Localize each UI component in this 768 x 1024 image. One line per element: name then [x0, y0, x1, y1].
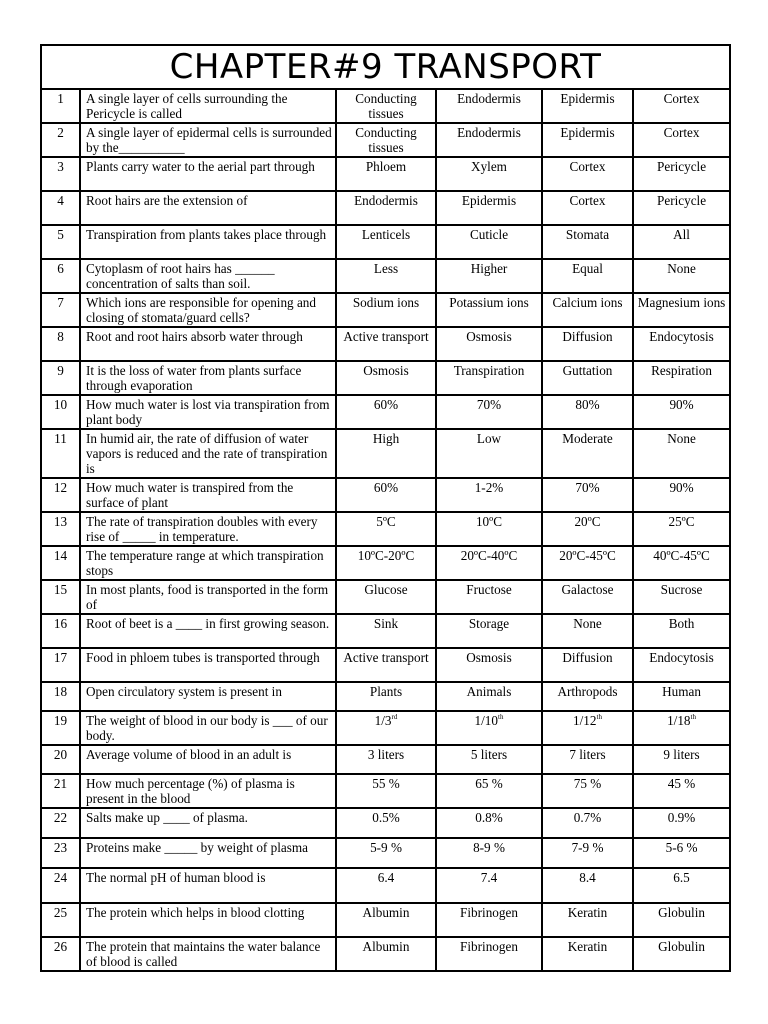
option-c: 0.7% [542, 808, 633, 838]
option-a: Albumin [336, 903, 436, 937]
option-b: 20ºC-40ºC [436, 546, 542, 580]
question-row [41, 868, 730, 903]
option-c: Keratin [542, 937, 633, 971]
option-c: 70% [542, 478, 633, 512]
question-number: 8 [41, 327, 80, 361]
option-b: Fibrinogen [436, 937, 542, 971]
option-d: Globulin [633, 903, 730, 937]
question-number: 16 [41, 614, 80, 648]
option-d: All [633, 225, 730, 259]
question-row [41, 614, 730, 648]
option-suffix: th [690, 713, 696, 721]
option-a: Plants [336, 682, 436, 711]
question-row [41, 546, 730, 580]
option-b: Transpiration [436, 361, 542, 395]
question-number: 21 [41, 774, 80, 808]
option-b: Fibrinogen [436, 903, 542, 937]
option-b: Higher [436, 259, 542, 293]
question-row [41, 327, 730, 361]
option-suffix: th [596, 713, 602, 721]
question-number: 2 [41, 123, 80, 157]
question-row [41, 225, 730, 259]
option-b: Endodermis [436, 123, 542, 157]
question-number: 5 [41, 225, 80, 259]
option-d: None [633, 259, 730, 293]
question-row [41, 259, 730, 293]
question-text: How much water is lost via transpiration from plant body [80, 395, 336, 429]
option-d: Magnesium ions [633, 293, 730, 327]
question-row [41, 478, 730, 512]
question-text: In most plants, food is transported in the form of [80, 580, 336, 614]
question-row [41, 157, 730, 191]
option-d: 40ºC-45ºC [633, 546, 730, 580]
option-c: Diffusion [542, 327, 633, 361]
title-row [41, 45, 730, 89]
option-c [542, 711, 633, 745]
option-a: Active transport [336, 648, 436, 682]
question-text: A single layer of cells surrounding the Pericycle is called [80, 89, 336, 123]
option-b: 65 % [436, 774, 542, 808]
option-b: 10ºC [436, 512, 542, 546]
option-d: Globulin [633, 937, 730, 971]
question-row [41, 123, 730, 157]
mcq-table-body [41, 45, 730, 971]
option-a: 6.4 [336, 868, 436, 903]
option-c: 20ºC-45ºC [542, 546, 633, 580]
question-number: 11 [41, 429, 80, 478]
question-row [41, 395, 730, 429]
question-number: 18 [41, 682, 80, 711]
question-row [41, 745, 730, 774]
option-b: 70% [436, 395, 542, 429]
option-d: 9 liters [633, 745, 730, 774]
question-number: 9 [41, 361, 80, 395]
option-a: 5ºC [336, 512, 436, 546]
question-row [41, 937, 730, 971]
option-d: Sucrose [633, 580, 730, 614]
option-d: Endocytosis [633, 327, 730, 361]
option-a: 0.5% [336, 808, 436, 838]
question-text: Root and root hairs absorb water through [80, 327, 336, 361]
option-c: Keratin [542, 903, 633, 937]
question-text: Root hairs are the extension of [80, 191, 336, 225]
option-a: Conducting tissues [336, 123, 436, 157]
question-text: Open circulatory system is present in [80, 682, 336, 711]
question-number: 19 [41, 711, 80, 745]
option-d: 5-6 % [633, 838, 730, 868]
question-number: 15 [41, 580, 80, 614]
option-d: 0.9% [633, 808, 730, 838]
question-number: 12 [41, 478, 80, 512]
option-b: Low [436, 429, 542, 478]
question-text: It is the loss of water from plants surface through evaporation [80, 361, 336, 395]
question-number: 13 [41, 512, 80, 546]
option-a: Phloem [336, 157, 436, 191]
question-row [41, 429, 730, 478]
question-row [41, 89, 730, 123]
question-number: 22 [41, 808, 80, 838]
option-a: Endodermis [336, 191, 436, 225]
option-a: Sink [336, 614, 436, 648]
option-a: Osmosis [336, 361, 436, 395]
option-b: 7.4 [436, 868, 542, 903]
option-d: Cortex [633, 123, 730, 157]
option-a: 55 % [336, 774, 436, 808]
question-row [41, 580, 730, 614]
question-text: Food in phloem tubes is transported through [80, 648, 336, 682]
option-a: Lenticels [336, 225, 436, 259]
option-a: Conducting tissues [336, 89, 436, 123]
question-number: 7 [41, 293, 80, 327]
question-text: Salts make up ____ of plasma. [80, 808, 336, 838]
option-c: Stomata [542, 225, 633, 259]
question-text: How much water is transpired from the surface of plant [80, 478, 336, 512]
question-text: The protein which helps in blood clotting [80, 903, 336, 937]
question-number: 25 [41, 903, 80, 937]
option-a: Glucose [336, 580, 436, 614]
option-d: Respiration [633, 361, 730, 395]
option-c: 7-9 % [542, 838, 633, 868]
option-d: 90% [633, 395, 730, 429]
question-row [41, 774, 730, 808]
option-b: Endodermis [436, 89, 542, 123]
mcq-table [40, 44, 731, 972]
option-d: 45 % [633, 774, 730, 808]
question-text: Transpiration from plants takes place through [80, 225, 336, 259]
question-text: Average volume of blood in an adult is [80, 745, 336, 774]
option-value: 1/3 [374, 713, 392, 728]
question-row [41, 191, 730, 225]
question-row [41, 808, 730, 838]
option-suffix: rd [391, 713, 398, 721]
option-d: Human [633, 682, 730, 711]
option-b [436, 711, 542, 745]
option-a: 5-9 % [336, 838, 436, 868]
option-c: Galactose [542, 580, 633, 614]
question-number: 17 [41, 648, 80, 682]
question-text: Root of beet is a ____ in first growing season. [80, 614, 336, 648]
option-b: Cuticle [436, 225, 542, 259]
option-b: Osmosis [436, 327, 542, 361]
question-text: Proteins make _____ by weight of plasma [80, 838, 336, 868]
question-text: A single layer of epidermal cells is surrounded by the__________ [80, 123, 336, 157]
option-a: Albumin [336, 937, 436, 971]
question-number: 26 [41, 937, 80, 971]
question-text: Cytoplasm of root hairs has ______ concentration of salts than soil. [80, 259, 336, 293]
option-a: Less [336, 259, 436, 293]
question-number: 20 [41, 745, 80, 774]
question-number: 24 [41, 868, 80, 903]
option-c: Calcium ions [542, 293, 633, 327]
option-b: Animals [436, 682, 542, 711]
question-text: The rate of transpiration doubles with every rise of _____ in temperature. [80, 512, 336, 546]
question-number: 3 [41, 157, 80, 191]
option-b: 8-9 % [436, 838, 542, 868]
option-a [336, 711, 436, 745]
option-d: 6.5 [633, 868, 730, 903]
option-d: 90% [633, 478, 730, 512]
option-d: Pericycle [633, 157, 730, 191]
option-c: Moderate [542, 429, 633, 478]
option-c: Diffusion [542, 648, 633, 682]
question-text: The protein that maintains the water balance of blood is called [80, 937, 336, 971]
option-d: Cortex [633, 89, 730, 123]
option-value: 1/18 [667, 713, 691, 728]
question-number: 23 [41, 838, 80, 868]
question-row [41, 361, 730, 395]
page-title: CHAPTER#9 TRANSPORT [41, 45, 730, 89]
option-a: High [336, 429, 436, 478]
option-c: 20ºC [542, 512, 633, 546]
option-a: 60% [336, 395, 436, 429]
option-a: 3 liters [336, 745, 436, 774]
question-number: 4 [41, 191, 80, 225]
option-d: 25ºC [633, 512, 730, 546]
option-c: Arthropods [542, 682, 633, 711]
question-row [41, 838, 730, 868]
option-d: Endocytosis [633, 648, 730, 682]
option-suffix: th [498, 713, 504, 721]
option-c: Epidermis [542, 123, 633, 157]
option-d: Both [633, 614, 730, 648]
question-row [41, 682, 730, 711]
question-text: The normal pH of human blood is [80, 868, 336, 903]
option-c: None [542, 614, 633, 648]
option-a: 60% [336, 478, 436, 512]
question-text: How much percentage (%) of plasma is present in the blood [80, 774, 336, 808]
option-c: Cortex [542, 191, 633, 225]
option-a: 10ºC-20ºC [336, 546, 436, 580]
option-d: Pericycle [633, 191, 730, 225]
option-a: Sodium ions [336, 293, 436, 327]
option-c: 80% [542, 395, 633, 429]
option-b: Xylem [436, 157, 542, 191]
option-b: 1-2% [436, 478, 542, 512]
option-c: 75 % [542, 774, 633, 808]
option-c: Equal [542, 259, 633, 293]
question-row [41, 512, 730, 546]
option-b: Fructose [436, 580, 542, 614]
option-b: Potassium ions [436, 293, 542, 327]
question-row [41, 293, 730, 327]
option-c: Epidermis [542, 89, 633, 123]
question-text: In humid air, the rate of diffusion of water vapors is reduced and the rate of transpiration is [80, 429, 336, 478]
option-c: Guttation [542, 361, 633, 395]
option-b: Epidermis [436, 191, 542, 225]
question-text: The temperature range at which transpiration stops [80, 546, 336, 580]
question-row [41, 903, 730, 937]
option-value: 1/10 [474, 713, 498, 728]
question-number: 14 [41, 546, 80, 580]
option-b: 0.8% [436, 808, 542, 838]
option-d [633, 711, 730, 745]
option-d: None [633, 429, 730, 478]
question-row [41, 711, 730, 745]
option-b: Storage [436, 614, 542, 648]
option-a: Active transport [336, 327, 436, 361]
question-text: Plants carry water to the aerial part through [80, 157, 336, 191]
option-b: 5 liters [436, 745, 542, 774]
question-number: 10 [41, 395, 80, 429]
option-c: Cortex [542, 157, 633, 191]
question-text: Which ions are responsible for opening and closing of stomata/guard cells? [80, 293, 336, 327]
question-row [41, 648, 730, 682]
option-b: Osmosis [436, 648, 542, 682]
option-c: 7 liters [542, 745, 633, 774]
question-number: 1 [41, 89, 80, 123]
question-text: The weight of blood in our body is ___ of our body. [80, 711, 336, 745]
option-value: 1/12 [573, 713, 597, 728]
question-number: 6 [41, 259, 80, 293]
option-c: 8.4 [542, 868, 633, 903]
